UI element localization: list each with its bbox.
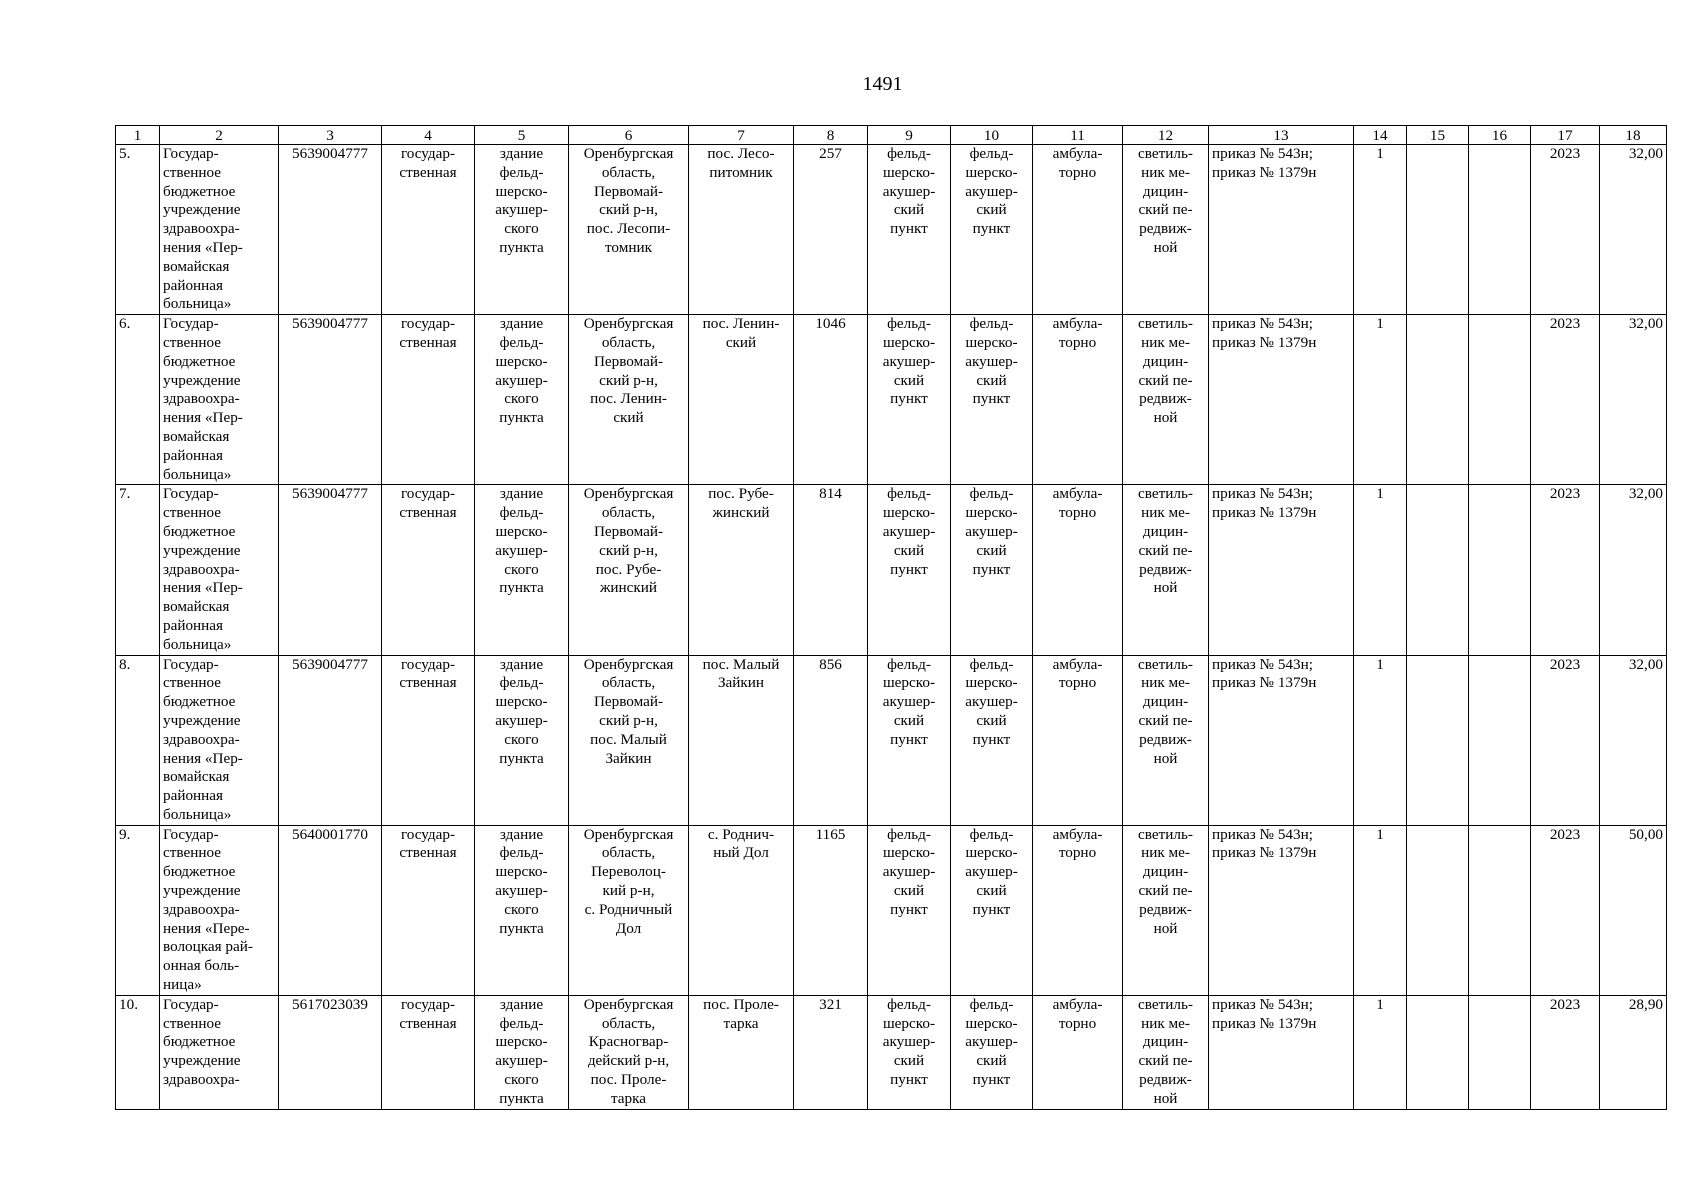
inn-code-cell: 5639004777	[279, 315, 382, 485]
facility-type-cell: фельд- шерско- акушер- ский пункт	[868, 655, 951, 825]
inn-code-cell: 5639004777	[279, 485, 382, 655]
quantity-cell: 1	[1354, 485, 1407, 655]
cost-cell: 32,00	[1600, 655, 1667, 825]
address-cell: Оренбургская область, Первомай- ский р-н, пос. Малый Зайкин	[569, 655, 689, 825]
building-type-cell: здание фельд- шерско- акушер- ского пункта	[475, 655, 569, 825]
equipment-name-cell: светиль- ник ме- дицин- ский пе- редвиж- ной	[1123, 485, 1209, 655]
population-cell: 1165	[794, 825, 868, 995]
population-cell: 814	[794, 485, 868, 655]
column-16-cell	[1469, 995, 1531, 1109]
header-cell: 8	[794, 126, 868, 145]
care-mode-cell: амбула- торно	[1033, 995, 1123, 1109]
table-header-row	[116, 126, 1667, 145]
header-cell: 4	[382, 126, 475, 145]
regulatory-orders-cell: приказ № 543н; приказ № 1379н	[1209, 145, 1354, 315]
header-cell: 12	[1123, 126, 1209, 145]
table-row	[116, 655, 1667, 825]
settlement-cell: пос. Ленин- ский	[689, 315, 794, 485]
facility-type-cell: фельд- шерско- акушер- ский пункт	[868, 315, 951, 485]
column-16-cell	[1469, 145, 1531, 315]
facility-type-target-cell: фельд- шерско- акушер- ский пункт	[951, 655, 1033, 825]
registry-table	[115, 125, 1667, 1110]
header-cell: 3	[279, 126, 382, 145]
row-number-cell: 7.	[116, 485, 160, 655]
year-cell: 2023	[1531, 825, 1600, 995]
facility-type-cell: фельд- шерско- акушер- ский пункт	[868, 485, 951, 655]
row-number-cell: 5.	[116, 145, 160, 315]
regulatory-orders-cell: приказ № 543н; приказ № 1379н	[1209, 485, 1354, 655]
inn-code-cell: 5617023039	[279, 995, 382, 1109]
ownership-form-cell: государ- ственная	[382, 145, 475, 315]
quantity-cell: 1	[1354, 995, 1407, 1109]
care-mode-cell: амбула- торно	[1033, 145, 1123, 315]
settlement-cell: пос. Лесо- питомник	[689, 145, 794, 315]
equipment-name-cell: светиль- ник ме- дицин- ский пе- редвиж- ной	[1123, 145, 1209, 315]
header-cell: 1	[116, 126, 160, 145]
population-cell: 321	[794, 995, 868, 1109]
column-15-cell	[1407, 315, 1469, 485]
building-type-cell: здание фельд- шерско- акушер- ского пункта	[475, 315, 569, 485]
organization-name-cell: Государ- ственное бюджетное учреждение здравоохра- нения «Пер- вомайская районная больница»	[160, 145, 279, 315]
cost-cell: 32,00	[1600, 145, 1667, 315]
cost-cell: 50,00	[1600, 825, 1667, 995]
regulatory-orders-cell: приказ № 543н; приказ № 1379н	[1209, 315, 1354, 485]
table-row	[116, 995, 1667, 1109]
building-type-cell: здание фельд- шерско- акушер- ского пункта	[475, 995, 569, 1109]
year-cell: 2023	[1531, 655, 1600, 825]
facility-type-target-cell: фельд- шерско- акушер- ский пункт	[951, 315, 1033, 485]
building-type-cell: здание фельд- шерско- акушер- ского пункта	[475, 825, 569, 995]
table-row	[116, 825, 1667, 995]
organization-name-cell: Государ- ственное бюджетное учреждение здравоохра- нения «Пер- вомайская районная больница»	[160, 485, 279, 655]
care-mode-cell: амбула- торно	[1033, 315, 1123, 485]
organization-name-cell: Государ- ственное бюджетное учреждение здравоохра- нения «Пер- вомайская районная больница»	[160, 655, 279, 825]
settlement-cell: пос. Рубе- жинский	[689, 485, 794, 655]
header-cell: 7	[689, 126, 794, 145]
cost-cell: 32,00	[1600, 315, 1667, 485]
quantity-cell: 1	[1354, 145, 1407, 315]
column-16-cell	[1469, 825, 1531, 995]
row-number-cell: 10.	[116, 995, 160, 1109]
address-cell: Оренбургская область, Первомай- ский р-н, пос. Ленин- ский	[569, 315, 689, 485]
equipment-name-cell: светиль- ник ме- дицин- ский пе- редвиж- ной	[1123, 655, 1209, 825]
ownership-form-cell: государ- ственная	[382, 485, 475, 655]
ownership-form-cell: государ- ственная	[382, 825, 475, 995]
organization-name-cell: Государ- ственное бюджетное учреждение здравоохра- нения «Пер- вомайская районная больница»	[160, 315, 279, 485]
facility-type-target-cell: фельд- шерско- акушер- ский пункт	[951, 145, 1033, 315]
care-mode-cell: амбула- торно	[1033, 825, 1123, 995]
header-cell: 9	[868, 126, 951, 145]
regulatory-orders-cell: приказ № 543н; приказ № 1379н	[1209, 655, 1354, 825]
row-number-cell: 6.	[116, 315, 160, 485]
year-cell: 2023	[1531, 315, 1600, 485]
header-cell: 13	[1209, 126, 1354, 145]
equipment-name-cell: светиль- ник ме- дицин- ский пе- редвиж- ной	[1123, 995, 1209, 1109]
regulatory-orders-cell: приказ № 543н; приказ № 1379н	[1209, 825, 1354, 995]
care-mode-cell: амбула- торно	[1033, 485, 1123, 655]
year-cell: 2023	[1531, 995, 1600, 1109]
column-15-cell	[1407, 995, 1469, 1109]
cost-cell: 28,90	[1600, 995, 1667, 1109]
quantity-cell: 1	[1354, 315, 1407, 485]
row-number-cell: 8.	[116, 655, 160, 825]
column-15-cell	[1407, 825, 1469, 995]
header-cell: 15	[1407, 126, 1469, 145]
ownership-form-cell: государ- ственная	[382, 995, 475, 1109]
facility-type-cell: фельд- шерско- акушер- ский пункт	[868, 145, 951, 315]
facility-type-target-cell: фельд- шерско- акушер- ский пункт	[951, 825, 1033, 995]
page-number: 1491	[862, 73, 903, 95]
regulatory-orders-cell: приказ № 543н; приказ № 1379н	[1209, 995, 1354, 1109]
column-16-cell	[1469, 655, 1531, 825]
header-cell: 16	[1469, 126, 1531, 145]
quantity-cell: 1	[1354, 655, 1407, 825]
table-row	[116, 315, 1667, 485]
building-type-cell: здание фельд- шерско- акушер- ского пункта	[475, 145, 569, 315]
population-cell: 856	[794, 655, 868, 825]
header-cell: 2	[160, 126, 279, 145]
column-16-cell	[1469, 315, 1531, 485]
care-mode-cell: амбула- торно	[1033, 655, 1123, 825]
row-number-cell: 9.	[116, 825, 160, 995]
ownership-form-cell: государ- ственная	[382, 655, 475, 825]
column-15-cell	[1407, 655, 1469, 825]
inn-code-cell: 5639004777	[279, 655, 382, 825]
header-cell: 5	[475, 126, 569, 145]
table-row	[116, 485, 1667, 655]
settlement-cell: пос. Проле- тарка	[689, 995, 794, 1109]
facility-type-cell: фельд- шерско- акушер- ский пункт	[868, 825, 951, 995]
header-cell: 11	[1033, 126, 1123, 145]
inn-code-cell: 5640001770	[279, 825, 382, 995]
cost-cell: 32,00	[1600, 485, 1667, 655]
equipment-name-cell: светиль- ник ме- дицин- ский пе- редвиж- ной	[1123, 315, 1209, 485]
organization-name-cell: Государ- ственное бюджетное учреждение здравоохра-	[160, 995, 279, 1109]
building-type-cell: здание фельд- шерско- акушер- ского пункта	[475, 485, 569, 655]
inn-code-cell: 5639004777	[279, 145, 382, 315]
column-15-cell	[1407, 485, 1469, 655]
population-cell: 257	[794, 145, 868, 315]
header-cell: 14	[1354, 126, 1407, 145]
header-cell: 10	[951, 126, 1033, 145]
header-cell: 6	[569, 126, 689, 145]
organization-name-cell: Государ- ственное бюджетное учреждение здравоохра- нения «Пере- волоцкая рай- онная боль- ница»	[160, 825, 279, 995]
population-cell: 1046	[794, 315, 868, 485]
column-16-cell	[1469, 485, 1531, 655]
facility-type-target-cell: фельд- шерско- акушер- ский пункт	[951, 995, 1033, 1109]
facility-type-target-cell: фельд- шерско- акушер- ский пункт	[951, 485, 1033, 655]
address-cell: Оренбургская область, Первомай- ский р-н, пос. Лесопи- томник	[569, 145, 689, 315]
equipment-name-cell: светиль- ник ме- дицин- ский пе- редвиж- ной	[1123, 825, 1209, 995]
facility-type-cell: фельд- шерско- акушер- ский пункт	[868, 995, 951, 1109]
year-cell: 2023	[1531, 145, 1600, 315]
table-row	[116, 145, 1667, 315]
ownership-form-cell: государ- ственная	[382, 315, 475, 485]
address-cell: Оренбургская область, Первомай- ский р-н, пос. Рубе- жинский	[569, 485, 689, 655]
quantity-cell: 1	[1354, 825, 1407, 995]
column-15-cell	[1407, 145, 1469, 315]
address-cell: Оренбургская область, Переволоц- кий р-н, с. Родничный Дол	[569, 825, 689, 995]
settlement-cell: с. Роднич- ный Дол	[689, 825, 794, 995]
header-cell: 17	[1531, 126, 1600, 145]
address-cell: Оренбургская область, Красногвар- дейский р-н, пос. Проле- тарка	[569, 995, 689, 1109]
header-cell: 18	[1600, 126, 1667, 145]
year-cell: 2023	[1531, 485, 1600, 655]
settlement-cell: пос. Малый Зайкин	[689, 655, 794, 825]
